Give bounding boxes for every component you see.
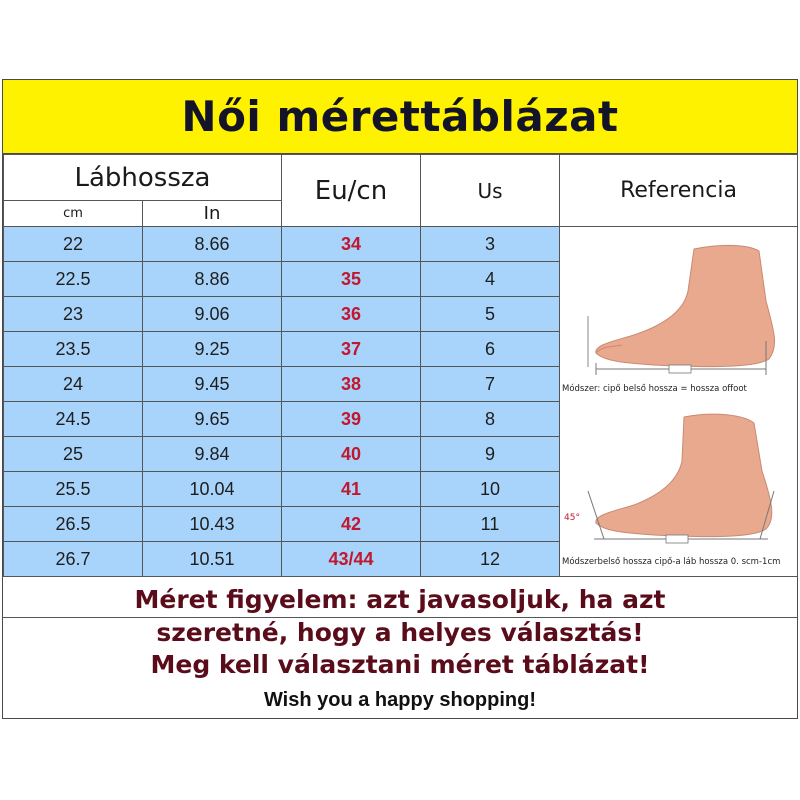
reference-caption-1: Módszer: cipő belső hossza = hossza offoot (562, 384, 747, 394)
note-line-3: Meg kell választani méret táblázat! (150, 650, 650, 679)
cell-eu: 40 (282, 437, 421, 472)
reference-cell (560, 227, 798, 577)
cell-us: 12 (421, 542, 560, 577)
cell-in: 10.04 (143, 472, 282, 507)
cell-us: 5 (421, 297, 560, 332)
foot-measure-illustration-top (574, 241, 784, 381)
cell-in: 8.86 (143, 262, 282, 297)
cell-eu: 41 (282, 472, 421, 507)
wish-text: Wish you a happy shopping! (263, 689, 537, 711)
cell-cm: 24.5 (4, 402, 143, 437)
header-foot-length: Lábhossza (4, 155, 282, 201)
cell-eu: 35 (282, 262, 421, 297)
cell-us: 11 (421, 507, 560, 542)
cell-eu: 43/44 (282, 542, 421, 577)
cell-cm: 23.5 (4, 332, 143, 367)
cell-eu: 38 (282, 367, 421, 402)
cell-us: 10 (421, 472, 560, 507)
cell-cm: 25 (4, 437, 143, 472)
cell-eu: 42 (282, 507, 421, 542)
cell-eu: 37 (282, 332, 421, 367)
cell-in: 10.43 (143, 507, 282, 542)
cell-cm: 22.5 (4, 262, 143, 297)
table-row (4, 227, 798, 262)
cell-in: 9.84 (143, 437, 282, 472)
cell-us: 3 (421, 227, 560, 262)
cell-cm: 26.5 (4, 507, 143, 542)
cell-in: 9.25 (143, 332, 282, 367)
header-in: In (143, 201, 282, 227)
header-reference: Referencia (560, 155, 798, 227)
size-table (3, 154, 798, 577)
cell-cm: 24 (4, 367, 143, 402)
cell-us: 6 (421, 332, 560, 367)
note-line-2: szeretné, hogy a helyes választás! (156, 618, 644, 647)
note-line-1: Méret figyelem: azt javasoljuk, ha azt (134, 585, 666, 614)
cell-in: 9.65 (143, 402, 282, 437)
cell-us: 9 (421, 437, 560, 472)
reference-panel (560, 227, 799, 579)
cell-eu: 39 (282, 402, 421, 437)
cell-eu: 36 (282, 297, 421, 332)
reference-caption-2: Módszerbelső hossza cipő-a láb hossza 0. scm-1cm (562, 557, 781, 567)
cell-in: 10.51 (143, 542, 282, 577)
cell-us: 8 (421, 402, 560, 437)
cell-in: 9.06 (143, 297, 282, 332)
cell-in: 8.66 (143, 227, 282, 262)
header-us: Us (421, 155, 560, 227)
cell-eu: 34 (282, 227, 421, 262)
angle-label: 45° (564, 513, 580, 523)
title-banner (3, 80, 797, 154)
cell-us: 7 (421, 367, 560, 402)
header-cm: cm (4, 201, 143, 227)
header-eu-cn: Eu/cn (282, 155, 421, 227)
cell-cm: 23 (4, 297, 143, 332)
cell-cm: 26.7 (4, 542, 143, 577)
page-title: Női mérettáblázat (181, 92, 619, 141)
cell-in: 9.45 (143, 367, 282, 402)
cell-cm: 25.5 (4, 472, 143, 507)
cell-cm: 22 (4, 227, 143, 262)
foot-measure-illustration-bottom (574, 411, 784, 551)
cell-us: 4 (421, 262, 560, 297)
